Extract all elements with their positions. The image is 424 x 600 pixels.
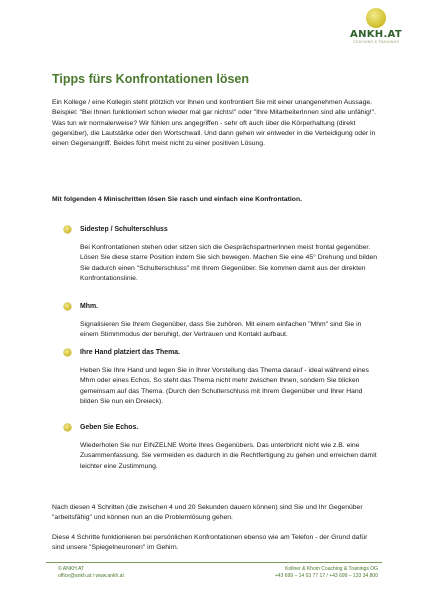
- step-heading: [64, 424, 138, 431]
- logo-tagline: COACHING & TRAININGS: [352, 40, 400, 44]
- lead-sentence: Mit folgenden 4 Minischritten lösen Sie rasch und einfach eine Konfrontation.: [52, 196, 302, 203]
- step-heading-text: Ihre Hand platziert das Thema.: [80, 349, 180, 356]
- footer-company: Kollner & Khom Coaching & Trainings OG: [285, 566, 378, 572]
- closing-paragraph: Diese 4 Schritte funktionieren bei persönlichen Konfrontationen ebenso wie am Telefon - der Grund dafür sind unsere "Spiegelneuronen" im Gehirn.: [52, 534, 368, 552]
- company-logo: [346, 8, 406, 44]
- footer-phone: +43 699 – 14 03 77 17 / +43 699 – 133 34 800: [274, 573, 378, 579]
- closing-paragraph: Nach diesen 4 Schritten (die zwischen 4 und 20 Sekunden dauern können) sind Sie und Ihr Gegenüber "arbeitsfähig" und können nun an die Problemlösung gehen.: [52, 504, 363, 522]
- step-heading: [64, 303, 98, 310]
- step-heading-text: Sidestep / Schulterschluss: [80, 226, 168, 233]
- step-body: Heben Sie Ihre Hand und legen Sie in Ihrer Vorstellung das Thema darauf - ideal während eines Mhm oder eines Echos. So steht das Thema nicht mehr zwischen Ihnen, sondern Sie blicken gemeinsam auf das Thema. (Durch den Schulterschluss mit Ihrem Gegenüber und Ihrer Hand bilden Sie nun ein Dreieck).: [80, 367, 369, 405]
- step-heading-text: Mhm.: [80, 303, 98, 310]
- document-title: Tipps fürs Konfrontationen lösen: [52, 72, 249, 86]
- footer-copyright: © ANKH.AT: [58, 566, 85, 572]
- logo-name: ANKH.AT: [350, 29, 402, 40]
- footer-right: [275, 566, 378, 580]
- step-body: Bei Konfrontationen stehen oder sitzen sich die GesprächspartnerInnen meist frontal gegenüber. Lösen Sie diese starre Position indem Sie sich bewegen. Machen Sie eine 45° Drehung und bilden Sie dadurch einen "Schulterschluss" mit Ihrem Gegenüber. Sie kommen damit aus der direkten Konfrontationslinie.: [80, 244, 378, 282]
- footer-left: [58, 566, 124, 580]
- step-heading: [64, 349, 180, 356]
- step-body: Wiederholen Sie nur EINZELNE Worte Ihres Gegenübers. Das unterbricht nicht wie z.B. eine Zusammenfassung. Sie vermeiden es dadurch in die Rechtfertigung zu gehen und erreichen damit leichter eine Zustimmung.: [80, 442, 377, 470]
- bullet-icon: [64, 303, 71, 310]
- footer-contact: office@ankh.at / www.ankh.at: [58, 573, 124, 579]
- step-heading: [64, 226, 168, 233]
- intro-paragraph: Ein Kollege / eine Kollegin steht plötzlich vor Ihnen und konfrontiert Sie mit einer unangenehmen Aussage. Beispiel: "Bei Ihnen funktioniert schon wieder mal gar nichts!" oder "Ihre MitarbeiterInnen sind alle unfähig!". Was tun wir normalerweise? Wir fühlen uns angegriffen - sehr oft auch über die Körperhaltung (direkt gegenüber), die Lautstärke oder den Wortschwall. Und dann gehen wir entweder in die Verteidigung oder in einen Gegenangriff. Beides führt meist nicht zu einer positiven Lösung.: [52, 99, 376, 148]
- bullet-icon: [64, 349, 71, 356]
- step-heading-text: Geben Sie Echos.: [80, 424, 139, 431]
- bullet-icon: [64, 424, 71, 431]
- bullet-icon: [64, 226, 71, 233]
- footer-divider: [46, 562, 382, 563]
- step-body: Signalisieren Sie Ihrem Gegenüber, dass Sie zuhören. Mit einem einfachen "Mhm" sind Sie in einem Stimmmodus der beruhigt, der Vertrauen und Kontakt aufbaut.: [80, 321, 362, 339]
- sun-logo-icon: [366, 8, 386, 28]
